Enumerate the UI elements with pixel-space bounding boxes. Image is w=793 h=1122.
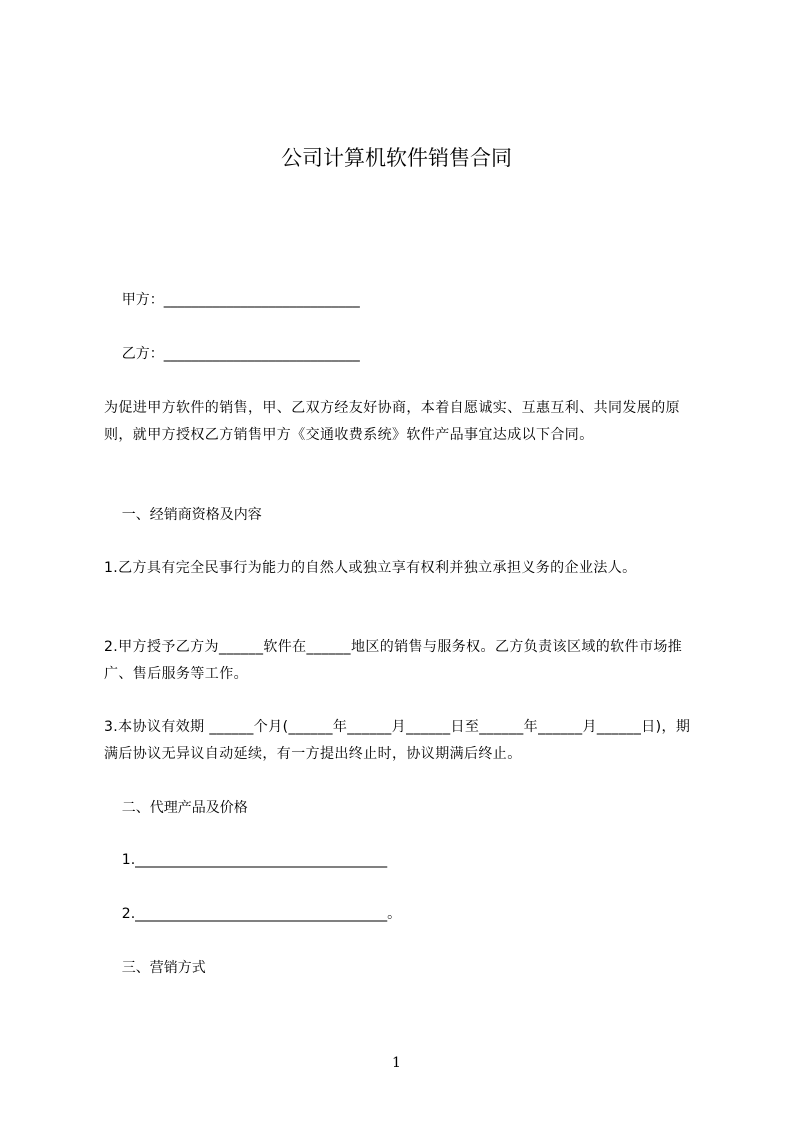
clause-1-3: 3.本协议有效期 ______个月(______年______月______日至______年______月______日)，期满后协议无异议自动延续，有一方提出终止时，协议期满后终止。 bbox=[104, 719, 691, 762]
product-line-2: 2.____________________________________。 bbox=[104, 906, 402, 922]
document-title: 公司计算机软件销售合同 bbox=[281, 146, 512, 170]
clause-1-2: 2.甲方授予乙方为______软件在______地区的销售与服务权。乙方负责该区域的软件市场推广、售后服务等工作。 bbox=[104, 639, 683, 682]
page-number: 1 bbox=[392, 1055, 401, 1071]
party-b-line: 乙方：____________________________ bbox=[104, 346, 360, 362]
product-line-1: 1.____________________________________ bbox=[104, 852, 388, 868]
intro-paragraph: 为促进甲方软件的销售，甲、乙双方经友好协商，本着自愿诚实、互惠互利、共同发展的原则，就甲方授权乙方销售甲方《交通收费系统》软件产品事宜达成以下合同。 bbox=[104, 400, 680, 443]
section-1-heading: 一、经销商资格及内容 bbox=[104, 507, 262, 523]
section-3-heading: 三、营销方式 bbox=[104, 960, 206, 976]
section-2-heading: 二、代理产品及价格 bbox=[104, 800, 248, 816]
clause-1-1: 1.乙方具有完全民事行为能力的自然人或独立享有权利并独立承担义务的企业法人。 bbox=[104, 560, 637, 576]
party-a-line: 甲方：____________________________ bbox=[104, 292, 360, 308]
